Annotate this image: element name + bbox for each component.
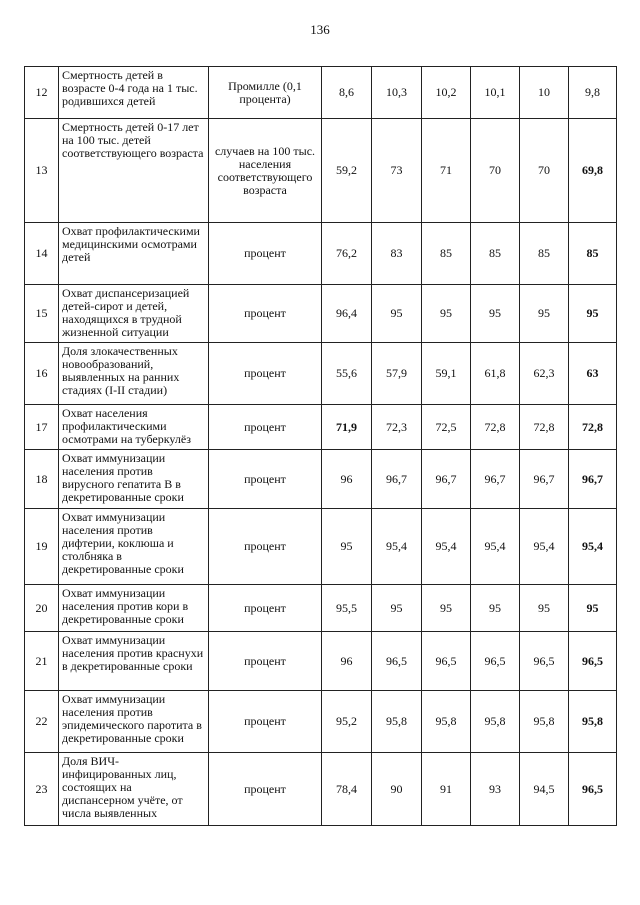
indicator-value: 61,8	[471, 343, 520, 405]
indicator-value: 96,5	[422, 632, 471, 691]
table-row	[25, 632, 617, 691]
indicator-value: 95,8	[422, 691, 471, 753]
indicator-unit: случаев на 100 тыс. населения соответствующего возраста	[209, 119, 322, 223]
row-number: 16	[25, 343, 59, 405]
indicator-value: 96,7	[569, 450, 617, 509]
indicator-unit: процент	[209, 509, 322, 585]
indicator-value: 69,8	[569, 119, 617, 223]
table-row	[25, 119, 617, 223]
indicator-value: 85	[471, 223, 520, 285]
table-row	[25, 285, 617, 343]
table-row	[25, 585, 617, 632]
row-number: 20	[25, 585, 59, 632]
indicator-value: 96	[322, 632, 372, 691]
table-row	[25, 450, 617, 509]
indicator-name: Охват иммунизации населения против вирусного гепатита B в декретированные сроки	[59, 450, 209, 509]
indicator-value: 10,1	[471, 67, 520, 119]
indicator-value: 70	[471, 119, 520, 223]
indicator-unit: процент	[209, 223, 322, 285]
indicator-name: Охват иммунизации населения против краснухи в декретированные сроки	[59, 632, 209, 691]
row-number: 23	[25, 753, 59, 826]
indicator-value: 95	[372, 285, 422, 343]
indicator-value: 96,7	[372, 450, 422, 509]
indicator-value: 59,2	[322, 119, 372, 223]
indicator-value: 95,4	[471, 509, 520, 585]
table-row	[25, 67, 617, 119]
table-row	[25, 509, 617, 585]
indicator-value: 95,8	[520, 691, 569, 753]
indicator-value: 95,4	[372, 509, 422, 585]
indicator-value: 72,8	[471, 405, 520, 450]
indicator-value: 95,8	[569, 691, 617, 753]
indicators-table	[24, 66, 617, 826]
indicator-value: 96,7	[520, 450, 569, 509]
row-number: 13	[25, 119, 59, 223]
indicator-value: 95,5	[322, 585, 372, 632]
indicator-name: Охват иммунизации населения против эпидемического паротита в декретированные сроки	[59, 691, 209, 753]
indicator-value: 96,4	[322, 285, 372, 343]
indicator-value: 95,4	[520, 509, 569, 585]
row-number: 17	[25, 405, 59, 450]
indicator-value: 8,6	[322, 67, 372, 119]
indicator-name: Смертность детей 0-17 лет на 100 тыс. детей соответствующего возраста	[59, 119, 209, 223]
indicator-unit: Промилле (0,1 процента)	[209, 67, 322, 119]
indicator-name: Охват профилактическими медицинскими осмотрами детей	[59, 223, 209, 285]
indicator-value: 96,5	[569, 632, 617, 691]
indicator-value: 95,8	[471, 691, 520, 753]
indicator-value: 95	[322, 509, 372, 585]
indicator-value: 59,1	[422, 343, 471, 405]
table-row	[25, 223, 617, 285]
indicator-value: 83	[372, 223, 422, 285]
row-number: 18	[25, 450, 59, 509]
indicator-value: 72,8	[520, 405, 569, 450]
indicator-value: 96	[322, 450, 372, 509]
indicator-unit: процент	[209, 585, 322, 632]
indicator-name: Охват диспансеризацией детей-сирот и детей, находящихся в трудной жизненной ситуации	[59, 285, 209, 343]
indicator-name: Доля злокачественных новообразований, выявленных на ранних стадиях (I-II стадии)	[59, 343, 209, 405]
indicator-value: 85	[569, 223, 617, 285]
indicator-value: 85	[520, 223, 569, 285]
indicator-value: 91	[422, 753, 471, 826]
indicator-unit: процент	[209, 285, 322, 343]
indicator-value: 96,5	[520, 632, 569, 691]
table-row	[25, 691, 617, 753]
indicator-unit: процент	[209, 343, 322, 405]
indicator-value: 63	[569, 343, 617, 405]
indicator-value: 62,3	[520, 343, 569, 405]
indicator-value: 96,7	[471, 450, 520, 509]
indicator-value: 57,9	[372, 343, 422, 405]
indicator-value: 96,7	[422, 450, 471, 509]
indicator-name: Доля ВИЧ-инфицированных лиц, состоящих на диспансерном учёте, от числа выявленных	[59, 753, 209, 826]
indicator-name: Смертность детей в возрасте 0-4 года на 1 тыс. родившихся детей	[59, 67, 209, 119]
indicator-value: 9,8	[569, 67, 617, 119]
indicator-unit: процент	[209, 450, 322, 509]
indicator-value: 93	[471, 753, 520, 826]
indicator-value: 85	[422, 223, 471, 285]
indicator-value: 10,3	[372, 67, 422, 119]
indicator-value: 70	[520, 119, 569, 223]
indicator-value: 71,9	[322, 405, 372, 450]
indicator-value: 95	[569, 585, 617, 632]
indicator-name: Охват иммунизации населения против кори в декретированные сроки	[59, 585, 209, 632]
indicator-value: 95	[520, 285, 569, 343]
indicator-value: 96,5	[372, 632, 422, 691]
table-row	[25, 405, 617, 450]
indicator-unit: процент	[209, 632, 322, 691]
row-number: 19	[25, 509, 59, 585]
indicator-value: 95,2	[322, 691, 372, 753]
indicator-value: 10	[520, 67, 569, 119]
page-number: 136	[310, 22, 330, 37]
indicator-value: 95	[422, 585, 471, 632]
indicator-value: 95,4	[422, 509, 471, 585]
indicator-value: 72,8	[569, 405, 617, 450]
indicator-value: 76,2	[322, 223, 372, 285]
indicator-unit: процент	[209, 691, 322, 753]
indicator-value: 55,6	[322, 343, 372, 405]
row-number: 22	[25, 691, 59, 753]
indicator-value: 94,5	[520, 753, 569, 826]
row-number: 14	[25, 223, 59, 285]
indicator-unit: процент	[209, 753, 322, 826]
indicator-value: 95	[471, 285, 520, 343]
indicator-value: 10,2	[422, 67, 471, 119]
indicator-value: 72,3	[372, 405, 422, 450]
indicator-value: 95	[569, 285, 617, 343]
row-number: 12	[25, 67, 59, 119]
indicator-unit: процент	[209, 405, 322, 450]
indicator-value: 96,5	[569, 753, 617, 826]
indicator-value: 73	[372, 119, 422, 223]
indicator-value: 72,5	[422, 405, 471, 450]
indicator-value: 95,4	[569, 509, 617, 585]
indicator-name: Охват иммунизации населения против дифтерии, коклюша и столбняка в декретированные сроки	[59, 509, 209, 585]
indicator-value: 95	[372, 585, 422, 632]
row-number: 21	[25, 632, 59, 691]
indicator-value: 95	[520, 585, 569, 632]
indicator-value: 90	[372, 753, 422, 826]
table-row	[25, 753, 617, 826]
indicator-value: 95,8	[372, 691, 422, 753]
indicator-value: 95	[422, 285, 471, 343]
indicator-name: Охват населения профилактическими осмотрами на туберкулёз	[59, 405, 209, 450]
indicator-value: 78,4	[322, 753, 372, 826]
row-number: 15	[25, 285, 59, 343]
indicator-value: 96,5	[471, 632, 520, 691]
indicator-value: 71	[422, 119, 471, 223]
table-row	[25, 343, 617, 405]
indicator-value: 95	[471, 585, 520, 632]
